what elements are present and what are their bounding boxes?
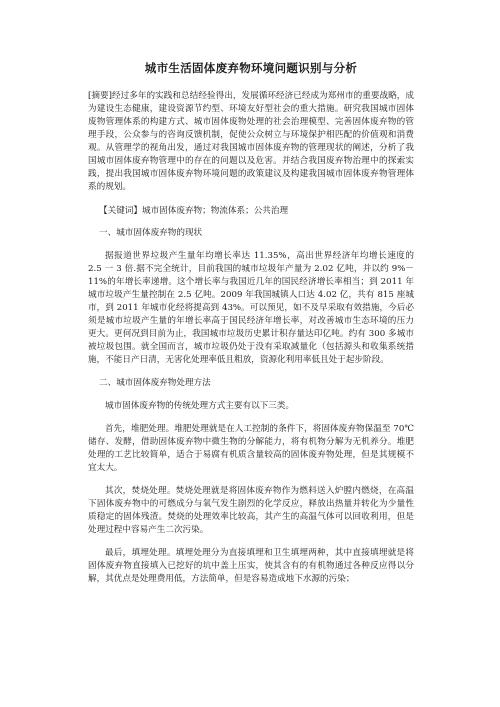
- abstract: [摘要]经过多年的实践和总结经验得出，发展循环经济已经成为郑州市的重要战略，成为建设生态健康，建设资源节约型、环境友好型社会的重大措施。研究我国城市固体废物管理体系的构建方式、城市固体废物处理的社会治理模型、完善固体废弃物的管理手段，公众参与的咨询反馈机制，促使公众树立与环境保护相匹配的价值观和消费观。从管理学的视角出发，通过对我国城市固体废弃物的管理现状的阐述，分析了我国城市固体废弃物管理中的存在的问题以及危害。并结合我国废弃物治理中的探索实践，提出我国城市固体废弃物环境问题的政策建议及构建我国城市固体废弃物管理体系的规划。: [88, 91, 414, 192]
- body-paragraph-status: 据报道世界垃圾产生量年均增长率达 11.35%，高出世界经济年均增长速度的 2.5 一 3 倍.据不完全统计，目前我国的城市垃圾年产量为 2.02 亿吨，并以约 9%－11%的年增长率递增。这个增长率与我国近几年的国民经济增长率相当；到 2011 年城市垃圾产生量控制在 2.5 亿吨。2009 年我国城镇人口达 4.02 亿，共有 815 座城市，到 2011 年城市化经将提高到 43%。可以预见，如不及早采取有效措施，今后必须是城市垃圾产生量的年增长率高于国民经济年增长率，对改善城市生态环境的压力更大。更何况到目前为止，我国城市垃圾历史累计积存量达印亿吨。约有 300 多城市被垃圾包围。就全国而言，城市垃圾仍处于没有采取减量化（包括源头和收集系统措施，不能日产日清，无害化处理率低且粗放，资源化利用率低且处于起步阶段。: [88, 251, 414, 365]
- section-heading-1: 一、城市固体废弃物的现状: [99, 228, 203, 238]
- section-heading-2: 二、城市固体废弃物处理方法: [99, 378, 211, 388]
- body-paragraph-composting: 首先，堆肥处理。堆肥处理就是在人工控制的条件下，将固体废弃物保温至 70℃储存、发酵，借助固体废弃物中微生物的分解能力，将有机物分解为无机养分。堆肥处理的工艺比较简单，适合于易腐有机质含量较高的固体废弃物处理，但是其规模不宜太大。: [88, 424, 414, 473]
- body-paragraph-intro: 城市固体废弃物的传统处理方式主要有以下三类。: [105, 401, 295, 411]
- body-paragraph-incineration: 其次，焚烧处理。焚烧处理就是将固体废弃物作为燃料送入炉膛内燃烧，在高温下固体废弃物中的可燃成分与氧气发生剧烈的化学反应，释放出热量并转化为少量性质稳定的固体残渣。焚烧的处理效率比较高，其产生的高温气体可以回收利用，但是处理过程中容易产生二次污染。: [88, 486, 414, 535]
- keywords: 【关键词】城市固体废弃物；物流体系；公共治理: [99, 206, 289, 216]
- paper-title: 城市生活固体废弃物环境问题识别与分析: [144, 61, 358, 75]
- body-paragraph-landfill: 最后，填埋处理。填埋处理分为直接填埋和卫生填埋两种，其中直接填埋就是将固体废弃物直接填入已挖好的坑中盖上压实，使其含有的有机物通过各种反应得以分解，其优点是处理费用低，方法简单，但是容易造成地下水源的污染；: [88, 548, 414, 584]
